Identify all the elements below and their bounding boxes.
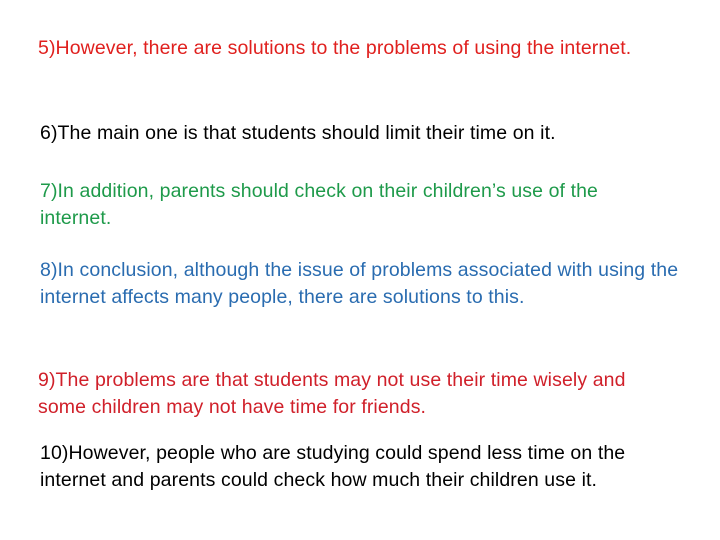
paragraph-5: 5)However, there are solutions to the problems of using the internet.	[38, 37, 632, 59]
paragraph-6: 6)The main one is that students should limit their time on it.	[40, 122, 556, 144]
paragraph-8: 8)In conclusion, although the issue of problems associated with using the internet affects many people, there are solutions to this.	[40, 259, 679, 308]
paragraph-9: 9)The problems are that students may not use their time wisely and some children may not have time for friends.	[38, 369, 626, 418]
paragraph-7: 7)In addition, parents should check on their children’s use of the internet.	[40, 180, 598, 229]
paragraph-10: 10)However, people who are studying could spend less time on the internet and parents could check how much their children use it.	[40, 442, 626, 491]
